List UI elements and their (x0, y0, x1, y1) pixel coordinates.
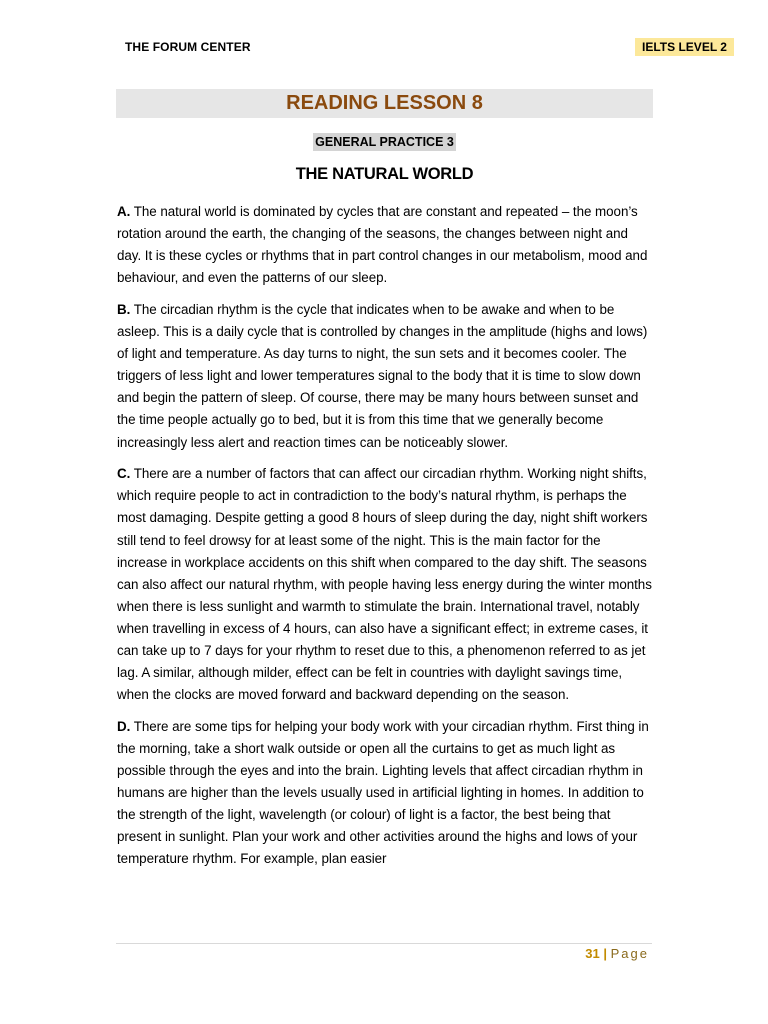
practice-subheading: GENERAL PRACTICE 3 (315, 135, 454, 149)
document-header-left: THE FORUM CENTER (125, 40, 251, 54)
paragraph-letter: C. (117, 466, 131, 482)
page-label: Page (610, 946, 649, 961)
paragraph-d (117, 716, 652, 871)
page-separator: | (599, 946, 611, 961)
passage-body (117, 201, 652, 880)
page-footer (560, 945, 649, 963)
paragraph-text: The circadian rhythm is the cycle that indicates when to be awake and when to be asleep. This is a daily cycle that is controlled by changes in the amplitude (highs and lows) of light and temperature. As day turns to night, the sun sets and it becomes cooler. The triggers of less light and lower temperatures signal to the body that it is time to slow down and begin the pattern of sleep. Of course, there may be many hours between sunset and the time people actually go to bed, but it is from this time that we generally become increasingly less alert and reaction times can be noticeably slower. (117, 301, 648, 450)
paragraph-text: There are some tips for helping your body work with your circadian rhythm. First thing in the morning, take a short walk outside or open all the curtains to get as much light as possible through the eyes and into the brain. Lighting levels that affect circadian rhythm in humans are higher than the levels usually used in artificial lighting in homes. In addition to the strength of the light, wavelength (or colour) of light is a factor, the best being that present in sunlight. Plan your work and other activities around the highs and lows of your temperature rhythm. For example, plan easier (117, 718, 649, 867)
page-number: 31 (585, 946, 600, 961)
paragraph-letter: B. (117, 301, 131, 317)
passage-title: THE NATURAL WORLD (295, 165, 474, 183)
footer-divider (116, 943, 652, 944)
paragraph-letter: A. (117, 204, 131, 219)
subheading-container (116, 133, 653, 151)
paragraph-text: The natural world is dominated by cycles that are constant and repeated – the moon’s rotation around the earth, the changing of the seasons, the changes between night and day. It is these cycles or rhythms that in part control changes in our metabolism, mood and behaviour, and even the patterns of our sleep. (117, 204, 648, 286)
lesson-title-banner: READING LESSON 8 (116, 89, 653, 118)
paragraph-b (117, 299, 652, 454)
paragraph-letter: D. (117, 718, 131, 734)
paragraph-a (117, 201, 652, 289)
paragraph-text: There are a number of factors that can affect our circadian rhythm. Working night shifts, which require people to act in contradiction to the body’s natural rhythm, is perhaps the most damaging. Despite getting a good 8 hours of sleep during the day, night shift workers still tend to feel drowsy for at least some of the night. This is the main factor for the increase in workplace accidents on this shift when compared to the day shift. The seasons can also affect our natural rhythm, with people having less energy during the winter months when there is less sunlight and warmth to stimulate the brain. International travel, notably when travelling in excess of 4 hours, can also have a significant effect; in extreme cases, it can take up to 7 days for your rhythm to reset due to this, a phenomenon referred to as jet lag. A similar, although milder, effect can be felt in countries with daylight savings time, when the clocks are moved forward and backward depending on the season. (117, 466, 652, 703)
document-header-level-badge: IELTS LEVEL 2 (635, 38, 734, 56)
paragraph-c (117, 463, 652, 706)
